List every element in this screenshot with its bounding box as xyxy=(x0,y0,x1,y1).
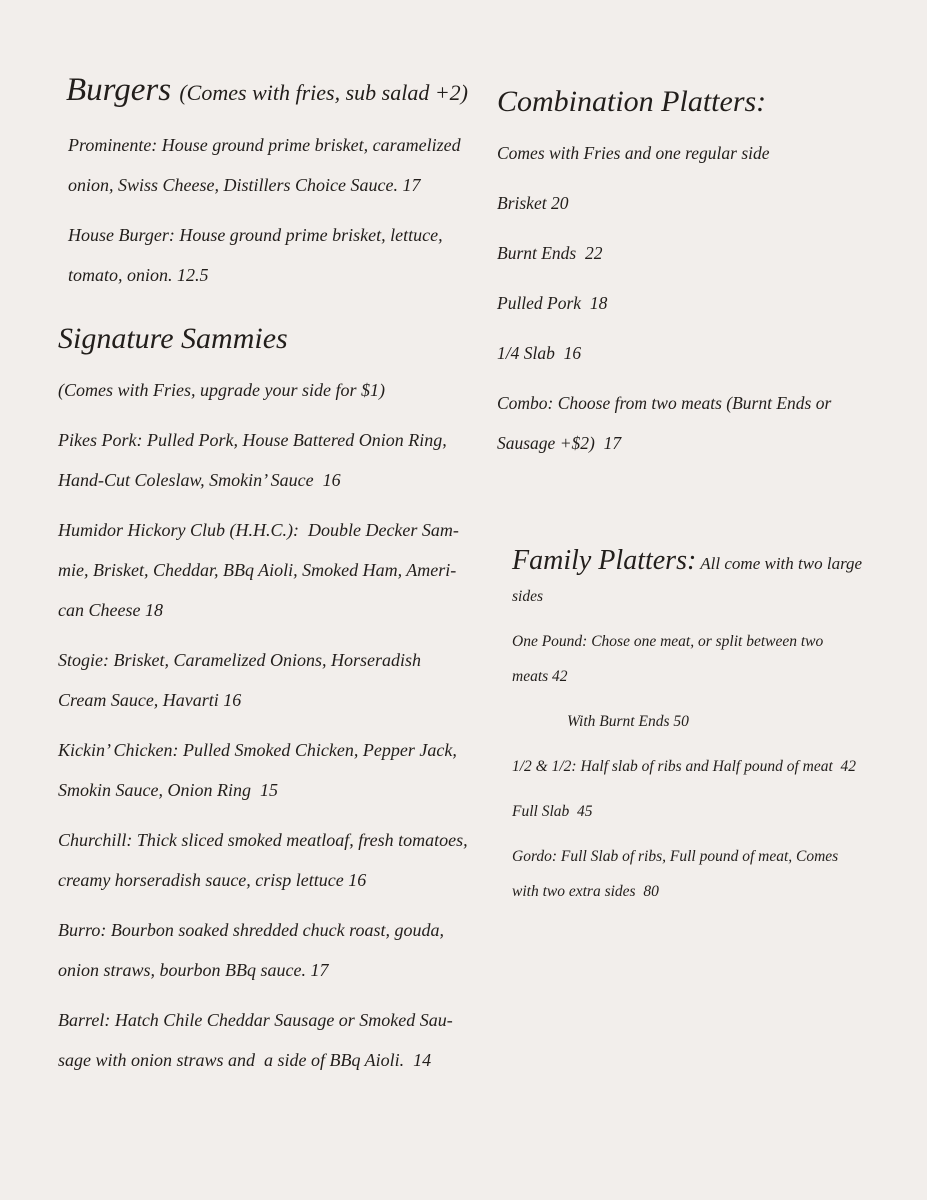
menu-item-line: Burro: Bourbon soaked shredded chuck roast, gouda, xyxy=(58,920,444,941)
menu-item-line: Full Slab 45 xyxy=(512,803,593,820)
sammies-heading: Signature Sammies xyxy=(58,322,288,356)
menu-item-line: mie, Brisket, Cheddar, BBq Aioli, Smoked Ham, Ameri- xyxy=(58,560,457,581)
menu-item-brisket xyxy=(497,183,917,223)
menu-item-barrel xyxy=(58,1000,498,1080)
menu-item-line: onion straws, bourbon BBq sauce. 17 xyxy=(58,960,329,981)
menu-item-line: can Cheese 18 xyxy=(58,600,163,621)
section-family-platters xyxy=(497,545,917,909)
menu-item-kickin-chicken xyxy=(58,730,498,810)
menu-item-churchill xyxy=(58,820,498,900)
menu-item-line: Humidor Hickory Club (H.H.C.): Double Decker Sam- xyxy=(58,520,459,541)
family-note-line1: All come with two large xyxy=(700,554,863,573)
menu-item-line: onion, Swiss Cheese, Distillers Choice Sauce. 17 xyxy=(68,175,421,196)
menu-item-line: Sausage +$2) 17 xyxy=(497,433,622,453)
menu-item-line: One Pound: Chose one meat, or split between two xyxy=(512,633,824,650)
menu-item-line: creamy horseradish sauce, crisp lettuce 16 xyxy=(58,870,367,891)
menu-item-line: Stogie: Brisket, Caramelized Onions, Horseradish xyxy=(58,650,421,671)
combination-heading: Combination Platters: xyxy=(497,85,767,118)
section-signature-sammies xyxy=(58,319,498,1080)
family-heading xyxy=(512,545,917,577)
menu-item-line: meats 42 xyxy=(512,668,568,685)
menu-item-burro xyxy=(58,910,498,990)
family-note-line2: sides xyxy=(512,588,543,605)
menu-item-quarter-slab xyxy=(497,333,917,373)
menu-item-line: With Burnt Ends 50 xyxy=(567,713,689,730)
menu-item-line: Gordo: Full Slab of ribs, Full pound of meat, Comes xyxy=(512,848,839,865)
menu-item-line: Comes with Fries and one regular side xyxy=(497,143,770,163)
menu-item-line: tomato, onion. 12.5 xyxy=(68,265,209,286)
family-note-line2-wrap xyxy=(512,579,917,614)
menu-item-line: 1/2 & 1/2: Half slab of ribs and Half pound of meat 42 xyxy=(512,758,857,775)
menu-item-with-burnt-ends xyxy=(512,704,917,739)
menu-item-line: Pulled Pork 18 xyxy=(497,293,608,313)
menu-item-burnt-ends xyxy=(497,233,917,273)
menu-item-line: Hand-Cut Coleslaw, Smokin’ Sauce 16 xyxy=(58,470,341,491)
menu-item-line: Kickin’ Chicken: Pulled Smoked Chicken, Pepper Jack, xyxy=(58,740,457,761)
family-title: Family Platters: xyxy=(512,545,697,576)
menu-item-pulled-pork xyxy=(497,283,917,323)
menu-item-house-burger xyxy=(68,215,498,295)
menu-item-line: 1/4 Slab 16 xyxy=(497,343,582,363)
menu-item-combo xyxy=(497,383,917,463)
menu-item-one-pound xyxy=(512,624,917,694)
section-combination-platters xyxy=(497,82,917,463)
section-burgers xyxy=(58,70,498,295)
menu-left-column xyxy=(58,70,498,1090)
menu-item-line: (Comes with Fries, upgrade your side for $1) xyxy=(58,380,385,401)
menu-item-line: Pikes Pork: Pulled Pork, House Battered Onion Ring, xyxy=(58,430,447,451)
combination-note xyxy=(497,133,917,173)
menu-item-half-and-half xyxy=(512,749,917,784)
burgers-heading xyxy=(66,70,498,111)
menu-item-line: House Burger: House ground prime brisket, lettuce, xyxy=(68,225,443,246)
menu-item-gordo xyxy=(512,839,917,909)
menu-item-stogie xyxy=(58,640,498,720)
menu-item-line: Churchill: Thick sliced smoked meatloaf, fresh tomatoes, xyxy=(58,830,468,851)
menu-item-full-slab xyxy=(512,794,917,829)
menu-item-line: sage with onion straws and a side of BBq Aioli. 14 xyxy=(58,1050,432,1071)
menu-item-pikes-pork xyxy=(58,420,498,500)
menu-item-line: Cream Sauce, Havarti 16 xyxy=(58,690,242,711)
sammies-note xyxy=(58,370,498,410)
menu-item-humidor-hickory-club xyxy=(58,510,498,630)
menu-right-column xyxy=(497,82,917,919)
menu-item-line: Burnt Ends 22 xyxy=(497,243,603,263)
burgers-note: (Comes with fries, sub salad +2) xyxy=(179,80,468,105)
menu-item-line: Prominente: House ground prime brisket, caramelized xyxy=(68,135,461,156)
menu-item-line: Brisket 20 xyxy=(497,193,569,213)
burgers-title: Burgers xyxy=(66,72,172,108)
menu-item-prominente xyxy=(68,125,498,205)
menu-item-line: Combo: Choose from two meats (Burnt Ends or xyxy=(497,393,832,413)
menu-item-line: Smokin Sauce, Onion Ring 15 xyxy=(58,780,278,801)
menu-item-line: Barrel: Hatch Chile Cheddar Sausage or Smoked Sau- xyxy=(58,1010,453,1031)
menu-item-line: with two extra sides 80 xyxy=(512,883,659,900)
